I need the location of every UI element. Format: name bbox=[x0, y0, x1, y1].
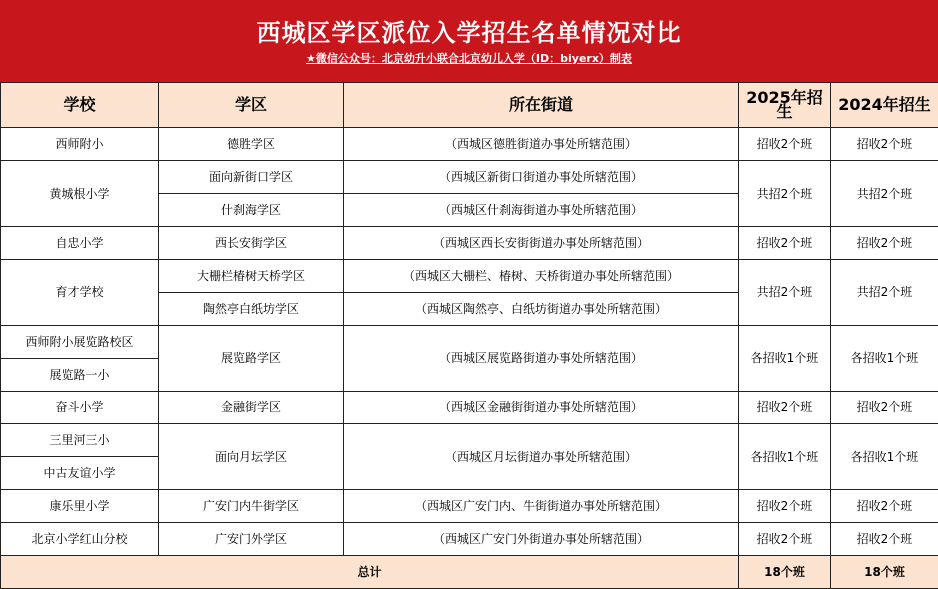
district-cell: 面向月坛学区 bbox=[159, 424, 344, 490]
school-cell: 黄城根小学 bbox=[1, 161, 159, 227]
district-cell: 广安门内牛街学区 bbox=[159, 490, 344, 523]
table-row bbox=[1, 490, 938, 523]
street-cell: （西城区广安门内、牛街街道办事处所辖范围） bbox=[344, 490, 739, 523]
district-cell: 广安门外学区 bbox=[159, 523, 344, 556]
district-cell: 展览路学区 bbox=[159, 325, 344, 391]
street-cell: （西城区德胜街道办事处所辖范围） bbox=[344, 128, 739, 161]
street-cell: （西城区大栅栏、椿树、天桥街道办事处所辖范围） bbox=[344, 259, 739, 292]
school-cell: 西师附小 bbox=[1, 128, 159, 161]
enroll-2025-cell: 招收2个班 bbox=[739, 128, 831, 161]
enroll-2024-cell: 招收2个班 bbox=[831, 391, 938, 424]
school-cell: 三里河三小 bbox=[1, 424, 159, 457]
street-cell: （西城区月坛街道办事处所辖范围） bbox=[344, 424, 739, 490]
enrollment-table bbox=[0, 82, 938, 589]
table-row bbox=[1, 325, 938, 358]
street-cell: （西城区什刹海街道办事处所辖范围） bbox=[344, 194, 739, 227]
street-cell: （西城区广安门外街道办事处所辖范围） bbox=[344, 523, 739, 556]
page-title: 西城区学区派位入学招生名单情况对比 bbox=[256, 18, 682, 47]
district-cell: 大栅栏椿树天桥学区 bbox=[159, 259, 344, 292]
enroll-2025-cell: 各招收1个班 bbox=[739, 325, 831, 391]
enroll-2025-cell: 共招2个班 bbox=[739, 161, 831, 227]
enroll-2025-cell: 共招2个班 bbox=[739, 259, 831, 325]
enroll-2025-cell: 招收2个班 bbox=[739, 226, 831, 259]
table-row bbox=[1, 161, 938, 194]
enroll-2024-cell: 各招收1个班 bbox=[831, 325, 938, 391]
enroll-2024-cell: 招收2个班 bbox=[831, 523, 938, 556]
street-cell: （西城区陶然亭、白纸坊街道办事处所辖范围） bbox=[344, 292, 739, 325]
enroll-2025-cell: 招收2个班 bbox=[739, 391, 831, 424]
col-header-school: 学校 bbox=[1, 83, 159, 128]
school-cell: 奋斗小学 bbox=[1, 391, 159, 424]
col-header-street: 所在街道 bbox=[344, 83, 739, 128]
total-row bbox=[1, 556, 938, 589]
total-2024: 18个班 bbox=[831, 556, 938, 589]
title-banner bbox=[0, 0, 938, 82]
table-row bbox=[1, 391, 938, 424]
table-row bbox=[1, 259, 938, 292]
table-header-row bbox=[1, 83, 938, 128]
enroll-2024-cell: 各招收1个班 bbox=[831, 424, 938, 490]
school-cell: 育才学校 bbox=[1, 259, 159, 325]
district-cell: 德胜学区 bbox=[159, 128, 344, 161]
district-cell: 陶然亭白纸坊学区 bbox=[159, 292, 344, 325]
enroll-2024-cell: 共招2个班 bbox=[831, 259, 938, 325]
enroll-2024-cell: 招收2个班 bbox=[831, 226, 938, 259]
school-cell: 北京小学红山分校 bbox=[1, 523, 159, 556]
district-cell: 面向新街口学区 bbox=[159, 161, 344, 194]
school-cell: 自忠小学 bbox=[1, 226, 159, 259]
col-header-district: 学区 bbox=[159, 83, 344, 128]
district-cell: 金融街学区 bbox=[159, 391, 344, 424]
school-cell: 康乐里小学 bbox=[1, 490, 159, 523]
table-row bbox=[1, 128, 938, 161]
enroll-2024-cell: 共招2个班 bbox=[831, 161, 938, 227]
school-cell: 展览路一小 bbox=[1, 358, 159, 391]
table-row bbox=[1, 424, 938, 457]
enroll-2025-cell: 各招收1个班 bbox=[739, 424, 831, 490]
total-label: 总计 bbox=[1, 556, 739, 589]
table-row bbox=[1, 523, 938, 556]
district-cell: 什刹海学区 bbox=[159, 194, 344, 227]
enroll-2025-cell: 招收2个班 bbox=[739, 523, 831, 556]
enroll-2024-cell: 招收2个班 bbox=[831, 490, 938, 523]
total-2025: 18个班 bbox=[739, 556, 831, 589]
street-cell: （西城区西长安街街道办事处所辖范围） bbox=[344, 226, 739, 259]
table-row bbox=[1, 226, 938, 259]
school-cell: 西师附小展览路校区 bbox=[1, 325, 159, 358]
street-cell: （西城区新街口街道办事处所辖范围） bbox=[344, 161, 739, 194]
enroll-2025-cell: 招收2个班 bbox=[739, 490, 831, 523]
district-cell: 西长安街学区 bbox=[159, 226, 344, 259]
enroll-2024-cell: 招收2个班 bbox=[831, 128, 938, 161]
col-header-2024: 2024年招生 bbox=[831, 83, 938, 128]
street-cell: （西城区展览路街道办事处所辖范围） bbox=[344, 325, 739, 391]
col-header-2025: 2025年招生 bbox=[739, 83, 831, 128]
school-cell: 中古友谊小学 bbox=[1, 457, 159, 490]
page-subtitle: ★微信公众号：北京幼升小联合北京幼儿入学（ID：biyerx）制表 bbox=[306, 52, 632, 65]
street-cell: （西城区金融街街道办事处所辖范围） bbox=[344, 391, 739, 424]
